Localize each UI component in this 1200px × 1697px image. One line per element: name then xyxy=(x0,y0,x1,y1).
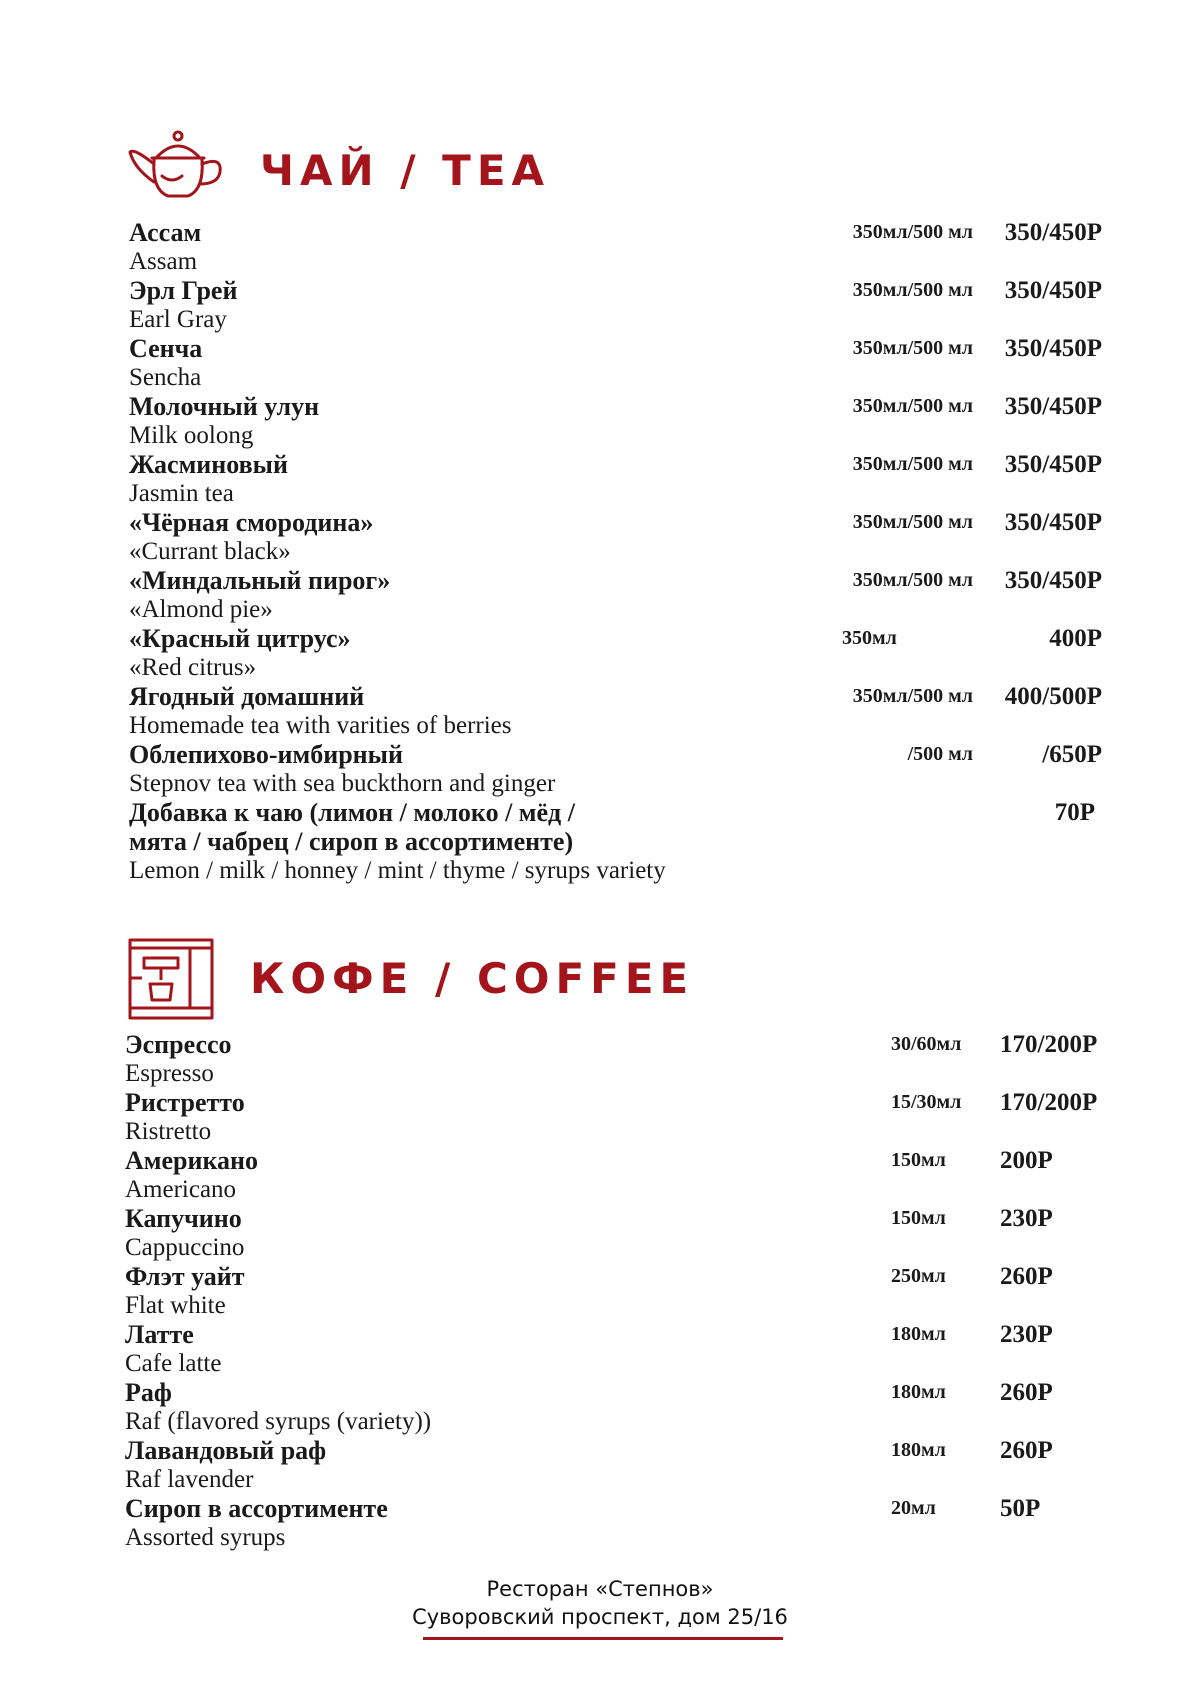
item-name-en: Espresso xyxy=(125,1060,214,1087)
coffee-item-lavender-raf xyxy=(0,1436,1200,1494)
item-name-en: Raf lavender xyxy=(125,1466,254,1493)
item-name-ru: Сироп в ассортименте xyxy=(125,1494,388,1523)
coffee-section-header xyxy=(0,938,1200,1038)
item-name-ru: Лавандовый раф xyxy=(125,1436,327,1465)
item-price: 350/450Р xyxy=(1004,393,1102,420)
item-name-ru-continued: мята / чабрец / сироп в ассортименте) xyxy=(129,827,574,856)
item-price: 230Р xyxy=(1000,1321,1053,1348)
item-name-ru: «Красный цитрус» xyxy=(129,624,351,653)
item-name-en: «Almond pie» xyxy=(129,596,273,623)
item-price: 350/450Р xyxy=(1004,509,1102,536)
coffee-item-flat-white xyxy=(0,1262,1200,1320)
tea-item-jasmine xyxy=(0,450,1200,508)
item-volume: 350мл/500 мл xyxy=(852,511,973,533)
item-name-en: Milk oolong xyxy=(129,422,254,449)
item-volume: 350мл/500 мл xyxy=(852,453,973,475)
item-price: 260Р xyxy=(1000,1437,1053,1464)
item-name-ru: «Миндальный пирог» xyxy=(129,566,391,595)
item-name-en: Homemade tea with varities of berries xyxy=(129,712,512,739)
item-price: 170/200Р xyxy=(1000,1089,1098,1116)
tea-item-assam xyxy=(0,218,1200,276)
teapot-icon xyxy=(128,128,228,208)
tea-item-almond-pie xyxy=(0,566,1200,624)
item-name-ru: Ристретто xyxy=(125,1088,245,1117)
item-name-ru: Ассам xyxy=(129,218,202,247)
item-name-ru: Эрл Грей xyxy=(129,276,238,305)
item-volume: 180мл xyxy=(891,1439,946,1461)
coffee-machine-icon xyxy=(128,938,214,1020)
item-volume: 350мл/500 мл xyxy=(852,337,973,359)
item-name-ru: Раф xyxy=(125,1378,172,1407)
item-price: 70Р xyxy=(1054,799,1095,826)
item-name-en: «Red citrus» xyxy=(129,654,257,681)
tea-list xyxy=(0,218,1200,885)
coffee-item-americano xyxy=(0,1146,1200,1204)
item-price: 350/450Р xyxy=(1004,277,1102,304)
item-volume: 350мл/500 мл xyxy=(852,395,973,417)
footer-divider xyxy=(423,1637,783,1640)
coffee-item-assorted-syrups xyxy=(0,1494,1200,1552)
item-price: 400Р xyxy=(1049,625,1102,652)
item-name-ru: Облепихово-имбирный xyxy=(129,740,403,769)
coffee-item-espresso xyxy=(0,1030,1200,1088)
item-volume: 180мл xyxy=(891,1381,946,1403)
item-name-ru: Молочный улун xyxy=(129,392,320,421)
item-volume: 250мл xyxy=(891,1265,946,1287)
item-price: 350/450Р xyxy=(1004,451,1102,478)
item-name-ru: Латте xyxy=(125,1320,194,1349)
coffee-section-title: КОФЕ / COFFEE xyxy=(250,954,695,1003)
item-price: 350/450Р xyxy=(1004,335,1102,362)
item-name-ru: Жасминовый xyxy=(129,450,288,479)
item-name-ru: Американо xyxy=(125,1146,259,1175)
restaurant-address: Суворовский проспект, дом 25/16 xyxy=(412,1605,788,1629)
item-volume: 150мл xyxy=(891,1207,946,1229)
item-price: 350/450Р xyxy=(1004,219,1102,246)
item-name-en: Earl Gray xyxy=(129,306,227,333)
tea-section-title: ЧАЙ / TEA xyxy=(260,146,551,195)
tea-item-addon xyxy=(0,798,1200,885)
item-price: 200Р xyxy=(1000,1147,1053,1174)
tea-item-red-citrus xyxy=(0,624,1200,682)
tea-item-sencha xyxy=(0,334,1200,392)
tea-item-sea-buckthorn-ginger xyxy=(0,740,1200,798)
item-price: 50Р xyxy=(1000,1495,1041,1522)
item-price: 230Р xyxy=(1000,1205,1053,1232)
item-name-en: Jasmin tea xyxy=(129,480,234,507)
item-volume: 180мл xyxy=(891,1323,946,1345)
item-name-ru: Добавка к чаю (лимон / молоко / мёд / xyxy=(129,798,575,827)
item-price: 400/500Р xyxy=(1004,683,1102,710)
item-price: 260Р xyxy=(1000,1263,1053,1290)
item-name-ru: Капучино xyxy=(125,1204,242,1233)
item-name-ru: «Чёрная смородина» xyxy=(129,508,374,537)
item-volume: 350мл xyxy=(842,627,897,649)
coffee-item-raf xyxy=(0,1378,1200,1436)
item-name-en: «Currant black» xyxy=(129,538,291,565)
item-volume: 150мл xyxy=(891,1149,946,1171)
coffee-item-cappuccino xyxy=(0,1204,1200,1262)
item-volume: 20мл xyxy=(891,1497,936,1519)
coffee-item-latte xyxy=(0,1320,1200,1378)
item-volume: 350мл/500 мл xyxy=(852,685,973,707)
tea-item-milk-oolong xyxy=(0,392,1200,450)
item-name-ru: Флэт уайт xyxy=(125,1262,245,1291)
item-volume: /500 мл xyxy=(907,743,973,765)
item-name-ru: Сенча xyxy=(129,334,203,363)
item-price: 350/450Р xyxy=(1004,567,1102,594)
item-name-en: Ristretto xyxy=(125,1118,212,1145)
item-volume: 15/30мл xyxy=(891,1091,962,1113)
item-name-en: Assam xyxy=(129,248,198,275)
item-price: 260Р xyxy=(1000,1379,1053,1406)
item-name-en: Lemon / milk / honney / mint / thyme / syrups variety xyxy=(129,857,666,884)
item-volume: 350мл/500 мл xyxy=(852,221,973,243)
item-name-ru: Ягодный домашний xyxy=(129,682,365,711)
restaurant-name: Ресторан «Степнов» xyxy=(486,1577,714,1601)
tea-item-earl-grey xyxy=(0,276,1200,334)
item-volume: 350мл/500 мл xyxy=(852,569,973,591)
item-name-en: Assorted syrups xyxy=(125,1524,286,1551)
tea-item-black-currant xyxy=(0,508,1200,566)
item-name-en: Raf (flavored syrups (variety)) xyxy=(125,1408,432,1435)
item-price: /650Р xyxy=(1042,741,1102,768)
restaurant-footer xyxy=(0,1575,1200,1631)
coffee-list xyxy=(0,1030,1200,1552)
item-volume: 30/60мл xyxy=(891,1033,962,1055)
item-name-en: Flat white xyxy=(125,1292,226,1319)
item-name-en: Stepnov tea with sea buckthorn and ginger xyxy=(129,770,556,797)
item-price: 170/200Р xyxy=(1000,1031,1098,1058)
tea-item-berry-homemade xyxy=(0,682,1200,740)
coffee-item-ristretto xyxy=(0,1088,1200,1146)
item-volume: 350мл/500 мл xyxy=(852,279,973,301)
item-name-en: Americano xyxy=(125,1176,237,1203)
tea-section-header xyxy=(0,128,1200,228)
item-name-en: Cafe latte xyxy=(125,1350,222,1377)
item-name-en: Cappuccino xyxy=(125,1234,245,1261)
item-name-en: Sencha xyxy=(129,364,202,391)
item-name-ru: Эспрессо xyxy=(125,1030,232,1059)
